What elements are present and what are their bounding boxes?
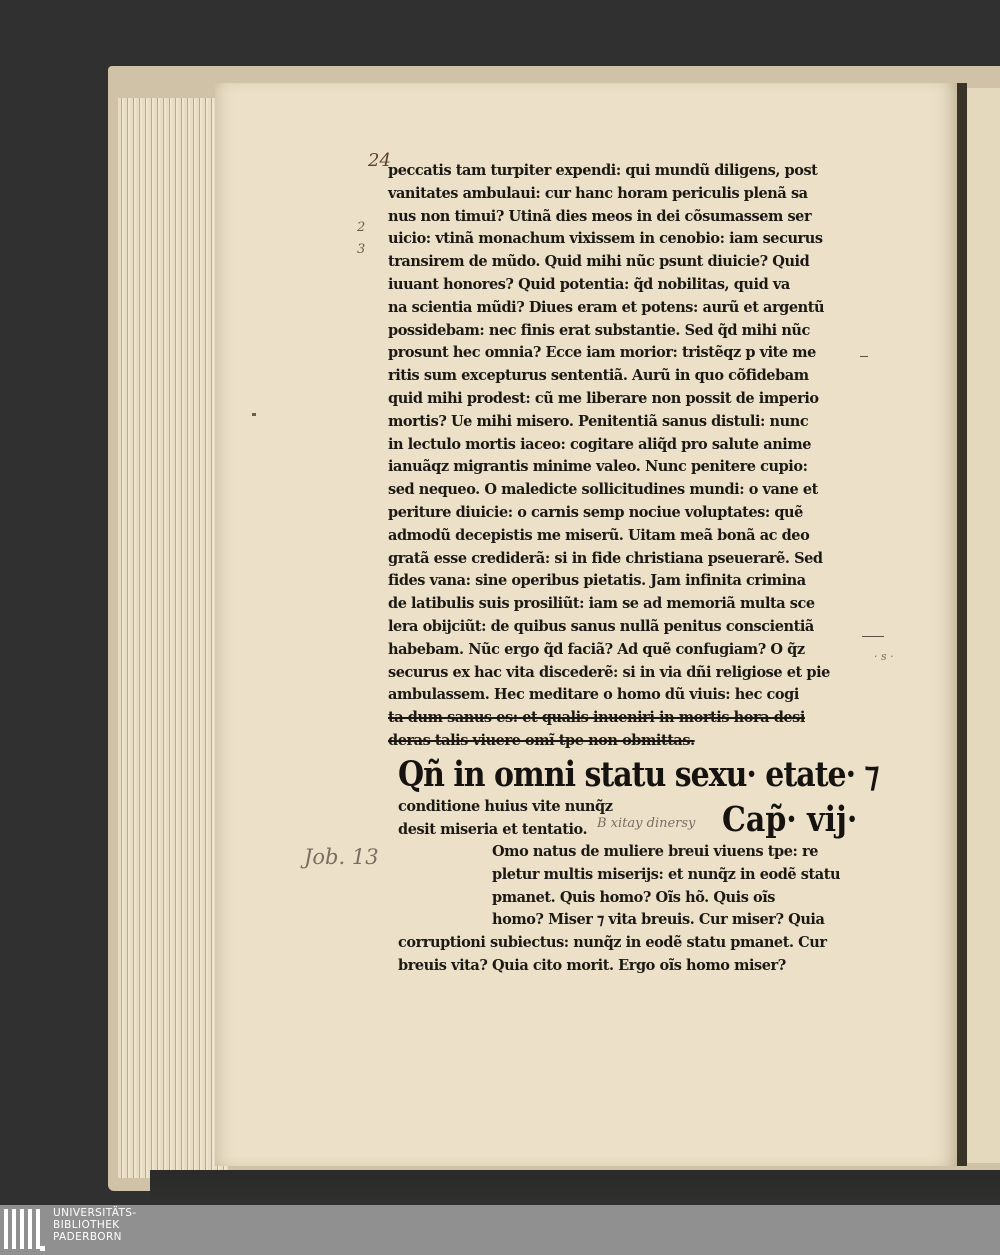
text-line: prosunt hec omnia? Ecce iam morior: tristẽqz p vite me (388, 344, 816, 362)
margin-number-2: 2 (357, 220, 366, 235)
library-logo-icon (2, 1207, 46, 1253)
text-line: transirem de mũdo. Quid mihi nũc psunt diuicie? Quid (388, 253, 810, 271)
footer-bar (0, 1205, 1000, 1255)
text-line: possidebam: nec finis erat substantie. Sed q̃d mihi nũc (388, 321, 810, 339)
text-line: uicio: vtinã monachum vixissem in cenobio: iam securus (388, 230, 823, 248)
struck-text-line: ta dum sanus es: et qualis inueniri in mortis hora desi (388, 709, 805, 727)
chapter-heading: Qñ in omni statu sexu· etate· ⁊ (398, 755, 879, 796)
logo-text-line3: PADERBORN (53, 1231, 122, 1243)
chapter-line: pmanet. Quis homo? Oĩs hõ. Quis oĩs (492, 888, 775, 906)
text-line: fides vana: sine operibus pietatis. Jam infinita crimina (388, 572, 806, 590)
logo-text-line1: UNIVERSITÄTS- (53, 1207, 137, 1219)
text-line: sed nequeo. O maledicte sollicitudines mundi: o vane et (388, 481, 818, 499)
folio-number: 24 (368, 150, 391, 171)
text-line: de latibulis suis prosiliũt: iam se ad memoriã multa sce (388, 595, 815, 613)
logo-text-line2: BIBLIOTHEK (53, 1219, 120, 1231)
margin-dot (252, 413, 256, 416)
bottom-shadow (150, 1170, 1000, 1198)
text-line: ritis sum excepturus sententiã. Aurũ in quo cõfidebam (388, 367, 809, 385)
text-line: iuuant honores? Quid potentia: q̃d nobilitas, quid va (388, 275, 790, 293)
text-line: lera obijciũt: de quibus sanus nullã penitus conscientiã (388, 617, 814, 635)
chapter-line: pletur multis miserijs: et nunq̃z in eodẽ statu (492, 865, 841, 883)
chapter-subtitle (398, 796, 612, 842)
facing-page-edge (967, 88, 1000, 1163)
text-line: nus non timui? Utinã dies meos in dei cõsumassem ser (388, 207, 812, 225)
chapter-body (398, 841, 840, 978)
chapter-line: corruptioni subiectus: nunq̃z in eodẽ statu pmanet. Cur (398, 934, 827, 952)
page-edges (118, 98, 228, 1178)
margin-number-3: 3 (357, 242, 366, 257)
text-line: gratã esse crediderã: si in fide christiana pseuerarẽ. Sed (388, 549, 823, 567)
text-line: na scientia mũdi? Diues eram et potens: aurũ et argentũ (388, 298, 825, 316)
page-gutter (957, 83, 967, 1166)
text-line: ambulassem. Hec meditare o homo dũ viuis: hec cogi (388, 686, 799, 704)
text-line: in lectulo mortis iaceo: cogitare aliq̃d pro salute anime (388, 435, 812, 453)
right-margin-mark: · s · (874, 650, 894, 663)
chapter-label: Cap̃· vij· (722, 800, 858, 841)
struck-text-line: deras talis viuere omĩ tpe non obmittas. (388, 731, 695, 749)
chapter-line: breuis vita? Quia cito morit. Ergo oĩs homo miser? (398, 956, 786, 974)
subtitle-line: desit miseria et tentatio. (398, 820, 588, 838)
text-line: peccatis tam turpiter expendi: qui mundũ diligens, post (388, 162, 818, 179)
inline-handwritten-note: B xitay dinersy (597, 816, 696, 831)
text-line: securus ex hac vita discederẽ: si in via dñi religiose et pie (388, 663, 830, 681)
text-line: quid mihi prodest: cũ me liberare non possit de imperio (388, 389, 819, 407)
chapter-line: homo? Miser ⁊ vita breuis. Cur miser? Quia (492, 911, 825, 929)
job-reference-note: Job. 13 (304, 845, 379, 869)
text-line: mortis? Ue mihi misero. Penitentiã sanus distuli: nunc (388, 412, 809, 430)
text-line: ianuãqz migrantis minime valeo. Nunc penitere cupio: (388, 458, 808, 476)
body-text (388, 160, 868, 753)
text-line: periture diuicie: o carnis semp nociue voluptates: quẽ (388, 503, 803, 521)
text-line: vanitates ambulaui: cur hanc horam periculis plenã sa (388, 184, 808, 202)
subtitle-line: conditione huius vite nunq̃z (398, 798, 613, 815)
text-line: habebam. Nũc ergo q̃d faciã? Ad quẽ confugiam? O q̃z (388, 640, 805, 658)
chapter-line: Omo natus de muliere breui viuens tpe: re (492, 843, 818, 860)
text-line: admodũ decepistis me miserũ. Uitam meã bonã ac deo (388, 526, 810, 544)
